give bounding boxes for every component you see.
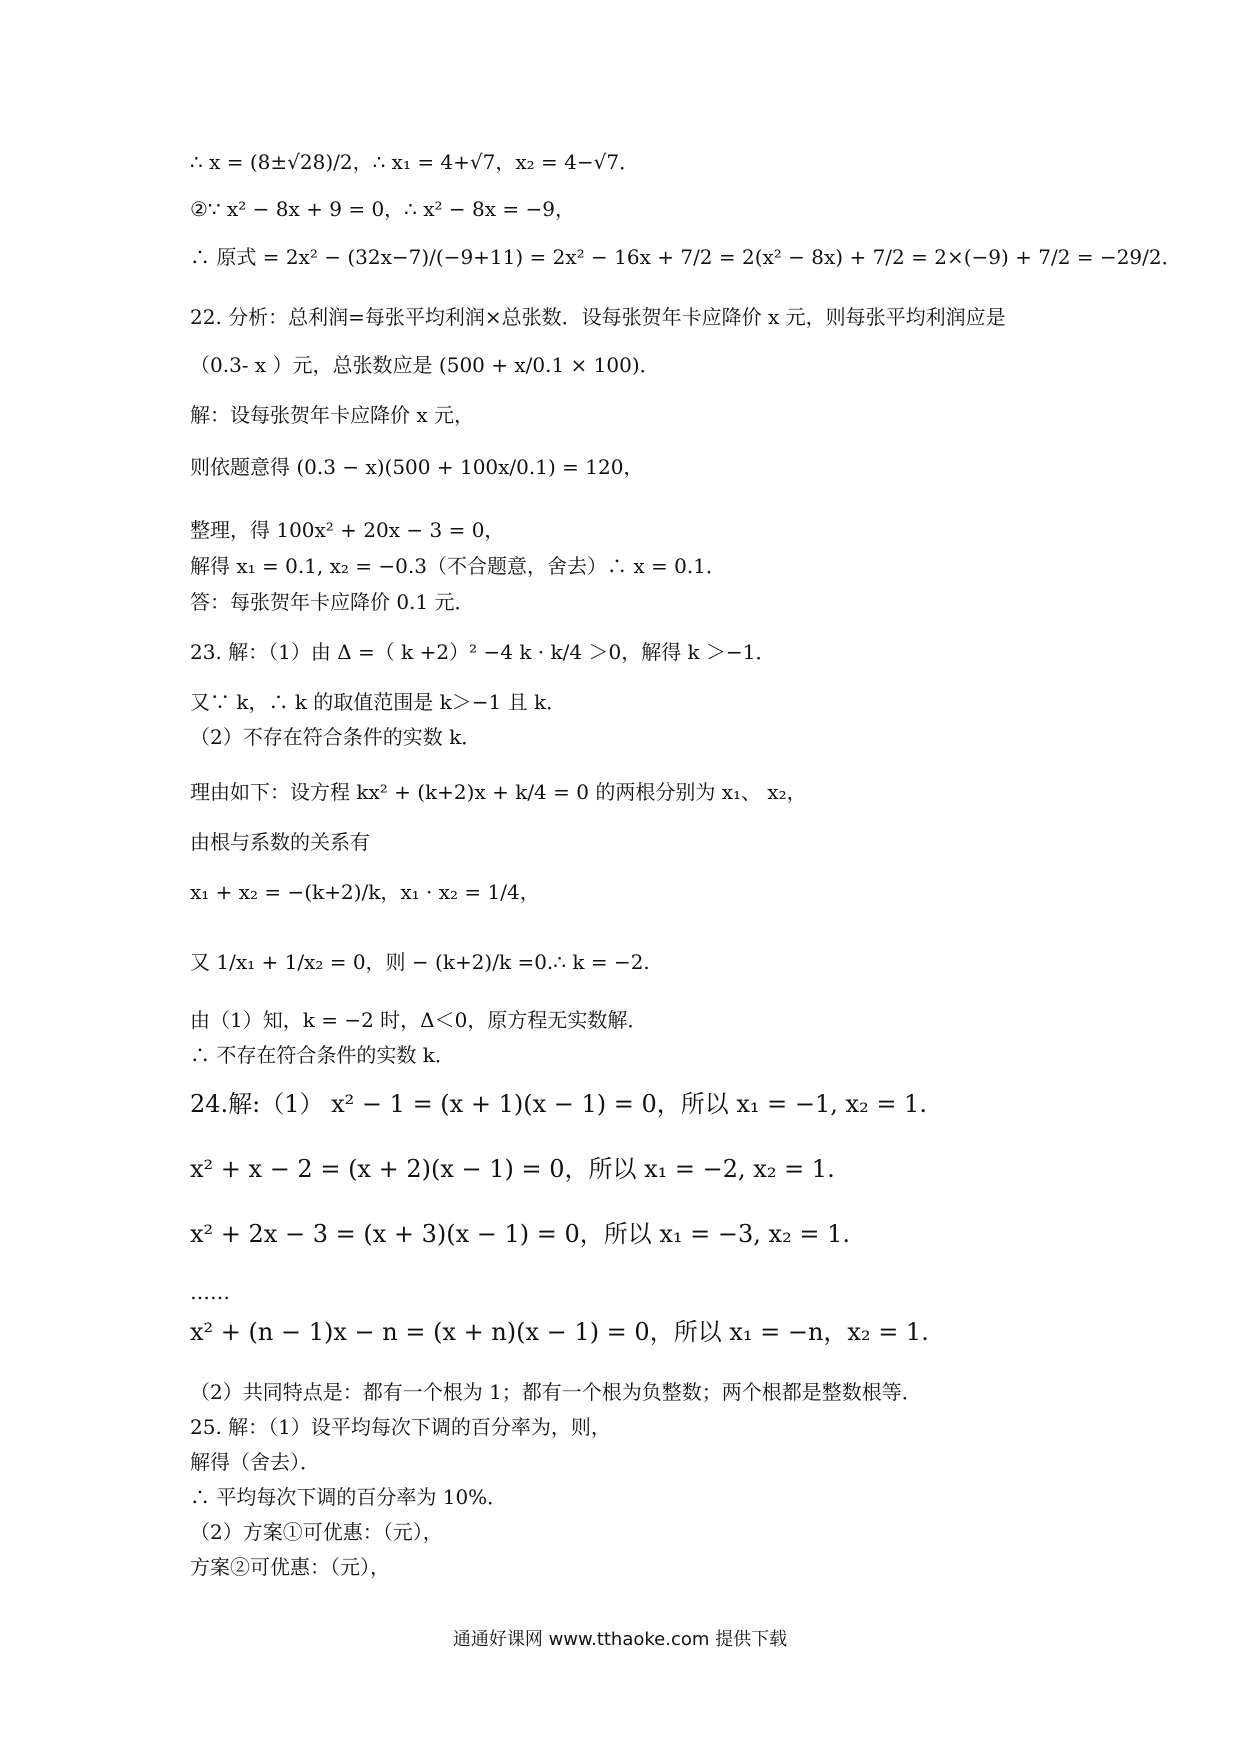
text-line: （2）共同特点是：都有一个根为 1；都有一个根为负整数；两个根都是整数根等． <box>190 1380 922 1404</box>
text-line: ∴ 不存在符合条件的实数 k． <box>190 1043 455 1067</box>
text-line: …… <box>190 1280 230 1304</box>
text-line: 23. 解：（1）由 Δ =（ k +2）² −4 k · k/4 ＞0，解得 k ＞−1． <box>190 640 776 664</box>
text-line: 由（1）知，k = −2 时，Δ＜0，原方程无实数解． <box>190 1008 648 1032</box>
text-line: x² + (n − 1)x − n = (x + n)(x − 1) = 0，所以 x₁ = −n，x₂ = 1. <box>190 1318 929 1346</box>
text-line: 理由如下：设方程 kx² + (k+2)x + k/4 = 0 的两根分别为 x₁、 x₂， <box>190 780 807 804</box>
text-line: 25. 解：（1）设平均每次下调的百分率为，则， <box>190 1415 611 1439</box>
text-line: 24.解:（1） x² − 1 = (x + 1)(x − 1) = 0，所以 x₁ = −1, x₂ = 1. <box>190 1090 927 1118</box>
text-line: ②∵ x² − 8x + 9 = 0，∴ x² − 8x = −9， <box>190 197 575 221</box>
text-line: 整理，得 100x² + 20x − 3 = 0， <box>190 518 505 542</box>
text-line: x² + x − 2 = (x + 2)(x − 1) = 0，所以 x₁ = −2, x₂ = 1. <box>190 1155 835 1183</box>
text-line: （0.3- x ）元，总张数应是 (500 + x/0.1 × 100)． <box>190 353 660 377</box>
text-line: 又∵ k，∴ k 的取值范围是 k＞−1 且 k． <box>190 690 567 714</box>
text-line: ∴ 原式 = 2x² − (32x−7)/(−9+11) = 2x² − 16x + 7/2 = 2(x² − 8x) + 7/2 = 2×(−9) + 7/2 = −29/2． <box>190 245 1182 269</box>
text-line: 解：设每张贺年卡应降价 x 元， <box>190 403 474 427</box>
text-line: 则依题意得 (0.3 − x)(500 + 100x/0.1) = 120， <box>190 455 644 479</box>
text-line: 解得（舍去）． <box>190 1450 320 1474</box>
text-line: 22. 分析：总利润=每张平均利润×总张数．设每张贺年卡应降价 x 元，则每张平均利润应是 <box>190 305 1006 329</box>
text-line: 答：每张贺年卡应降价 0.1 元． <box>190 590 475 614</box>
text-line: 解得 x₁ = 0.1, x₂ = −0.3（不合题意，舍去）∴ x = 0.1． <box>190 554 726 578</box>
text-line: x₁ + x₂ = −(k+2)/k，x₁ · x₂ = 1/4， <box>190 880 540 904</box>
text-line: x² + 2x − 3 = (x + 3)(x − 1) = 0，所以 x₁ = −3, x₂ = 1. <box>190 1220 850 1248</box>
text-line: ∴ x = (8±√28)/2，∴ x₁ = 4+√7，x₂ = 4−√7． <box>190 150 640 174</box>
text-line: 由根与系数的关系有 <box>190 830 370 854</box>
page-footer: 通通好课网 www.tthaoke.com 提供下载 <box>452 1629 788 1650</box>
text-line: （2）方案①可优惠：（元）， <box>190 1520 443 1544</box>
text-line: （2）不存在符合条件的实数 k． <box>190 725 482 749</box>
text-line: 又 1/x₁ + 1/x₂ = 0，则 − (k+2)/k =0.∴ k = −2. <box>190 950 650 974</box>
text-line: 方案②可优惠：（元）， <box>190 1555 390 1579</box>
text-line: ∴ 平均每次下调的百分率为 10%． <box>190 1485 508 1509</box>
